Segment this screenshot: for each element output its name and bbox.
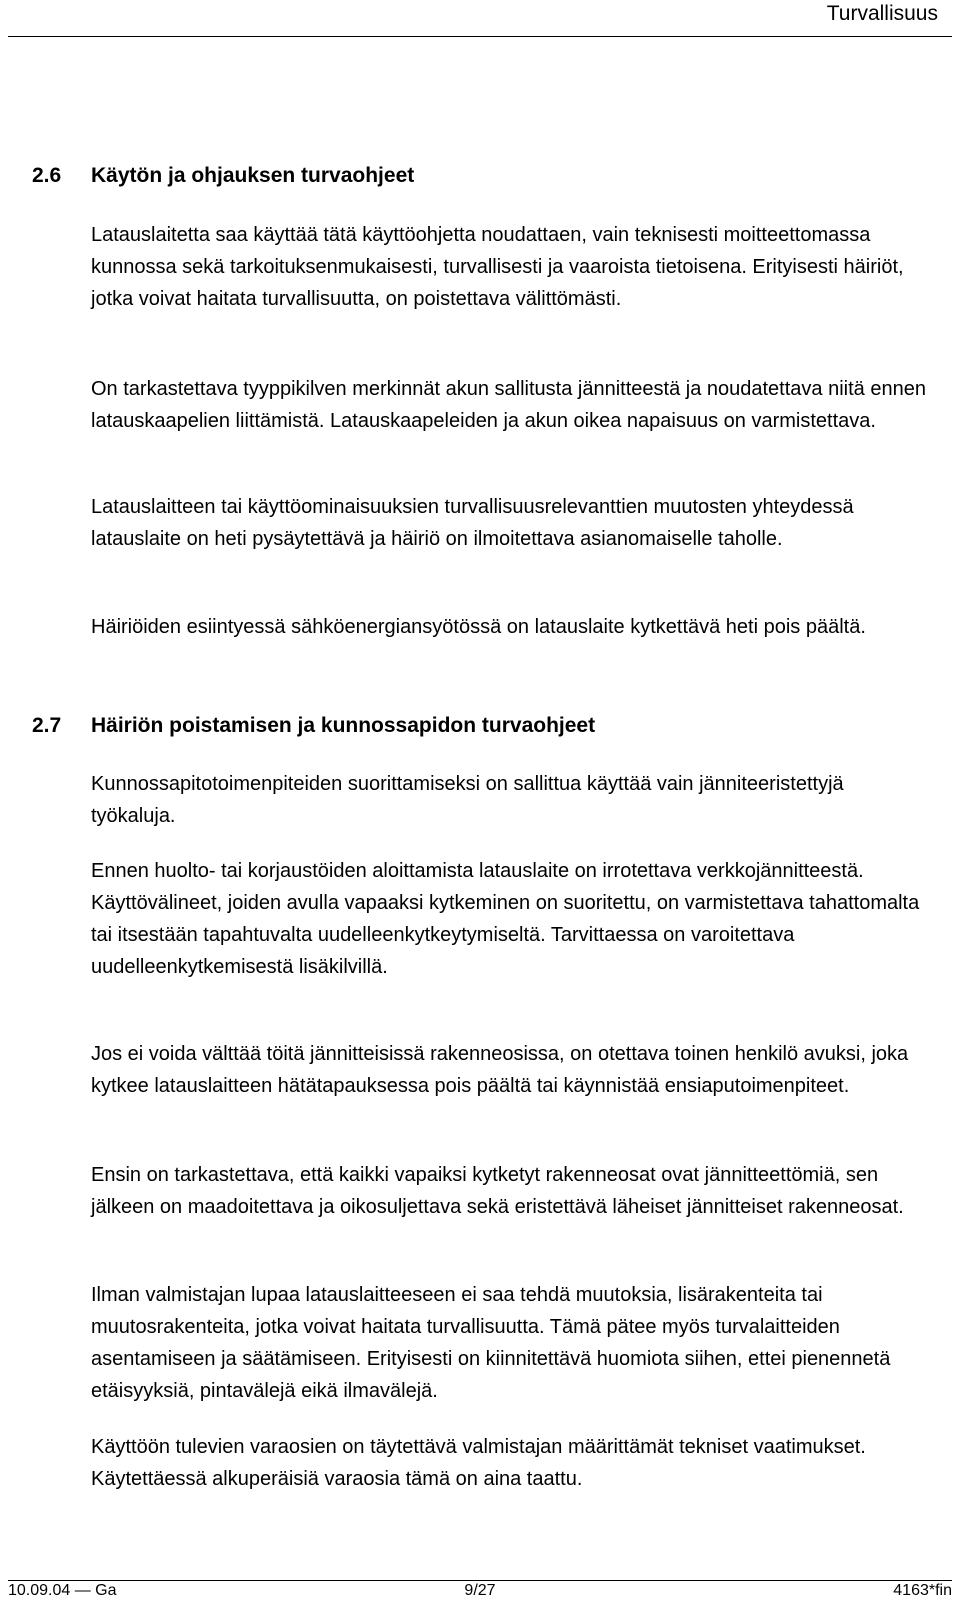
footer-divider [8, 1580, 952, 1581]
header-divider [8, 36, 952, 37]
section-body-2-6-p4 [91, 611, 926, 643]
section-body-2-7-p1 [91, 768, 926, 832]
section-body-2-6-p2 [91, 373, 926, 437]
paragraph: Ilman valmistajan lupaa latauslaitteeseen ei saa tehdä muutoksia, lisärakenteita tai muutosrakenteita, jotka voivat haitata turvallisuutta. Tämä pätee myös turvalaitteiden asentamiseen ja säätämiseen. Erityisesti on kiinnitettävä huomiota siihen, ettei pienennetä etäisyyksiä, pintavälejä eikä ilmavälejä. [91, 1284, 891, 1402]
section-body-2-6-p3 [91, 491, 926, 555]
section-number: 2.7 [32, 714, 62, 737]
section-title: Häiriön poistamisen ja kunnossapidon turvaohjeet [91, 714, 596, 737]
section-body-2-7-p5 [91, 1279, 926, 1407]
page-header-title: Turvallisuus [826, 2, 938, 25]
footer-document-id: 4163*fin [893, 1582, 952, 1599]
section-heading-2-6 [32, 164, 414, 188]
section-body-2-6 [91, 219, 926, 315]
paragraph: On tarkastettava tyyppikilven merkinnät akun sallitusta jännitteestä ja noudatettava niitä ennen latauskaapelien liittämistä. Latauskaapeleiden ja akun oikea napaisuus on varmistettava. [91, 378, 926, 432]
paragraph: Häiriöiden esiintyessä sähköenergiansyötössä on latauslaite kytkettävä heti pois päältä. [91, 616, 866, 638]
section-body-2-7-p3 [91, 1038, 926, 1102]
paragraph: Käyttöön tulevien varaosien on täytettävä valmistajan määrittämät tekniset vaatimukset. Käytettäessä alkuperäisiä varaosia tämä on aina taattu. [91, 1436, 866, 1490]
paragraph: Latauslaitteen tai käyttöominaisuuksien turvallisuusrelevanttien muutosten yhteydessä latauslaite on heti pysäytettävä ja häiriö on ilmoitettava asianomaiselle taholle. [91, 496, 854, 550]
paragraph: Ennen huolto- tai korjaustöiden aloittamista latauslaite on irrotettava verkkojännitteestä. Käyttövälineet, joiden avulla vapaaksi kytkeminen on suoritettu, on varmistettava tahattomalta tai itsestään tapahtuvalta uudelleenkytkeytymiseltä. Tarvittaessa on varoitettava uudelleenkytkemisestä lisäkilvillä. [91, 860, 920, 978]
section-body-2-7-p4 [91, 1159, 926, 1223]
paragraph: Latauslaitetta saa käyttää tätä käyttöohjetta noudattaen, vain teknisesti moitteettomassa kunnossa sekä tarkoituksenmukaisesti, turvallisesti ja vaaroista tietoisena. Erityisesti häiriöt, jotka voivat haitata turvallisuutta, on poistettava välittömästi. [91, 224, 904, 310]
paragraph: Ensin on tarkastettava, että kaikki vapaiksi kytketyt rakenneosat ovat jännitteettömiä, sen jälkeen on maadoitettava ja oikosuljettava sekä eristettävä läheiset jännitteiset rakenneosat. [91, 1164, 904, 1218]
section-number: 2.6 [32, 164, 62, 187]
paragraph: Jos ei voida välttää töitä jännitteisissä rakenneosissa, on otettava toinen henkilö avuksi, joka kytkee latauslaitteen hätätapauksessa pois päältä tai käynnistää ensiaputoimenpiteet. [91, 1043, 909, 1097]
section-body-2-7-p2 [91, 855, 926, 983]
paragraph: Kunnossapitotoimenpiteiden suorittamiseksi on sallittua käyttää vain jänniteeristettyjä työkaluja. [91, 773, 844, 827]
footer-page-number: 9/27 [464, 1582, 496, 1599]
section-title: Käytön ja ohjauksen turvaohjeet [91, 164, 415, 187]
section-heading-2-7 [32, 714, 595, 738]
section-body-2-7-p6 [91, 1431, 926, 1495]
footer-date-code: 10.09.04 — Ga [8, 1582, 117, 1599]
